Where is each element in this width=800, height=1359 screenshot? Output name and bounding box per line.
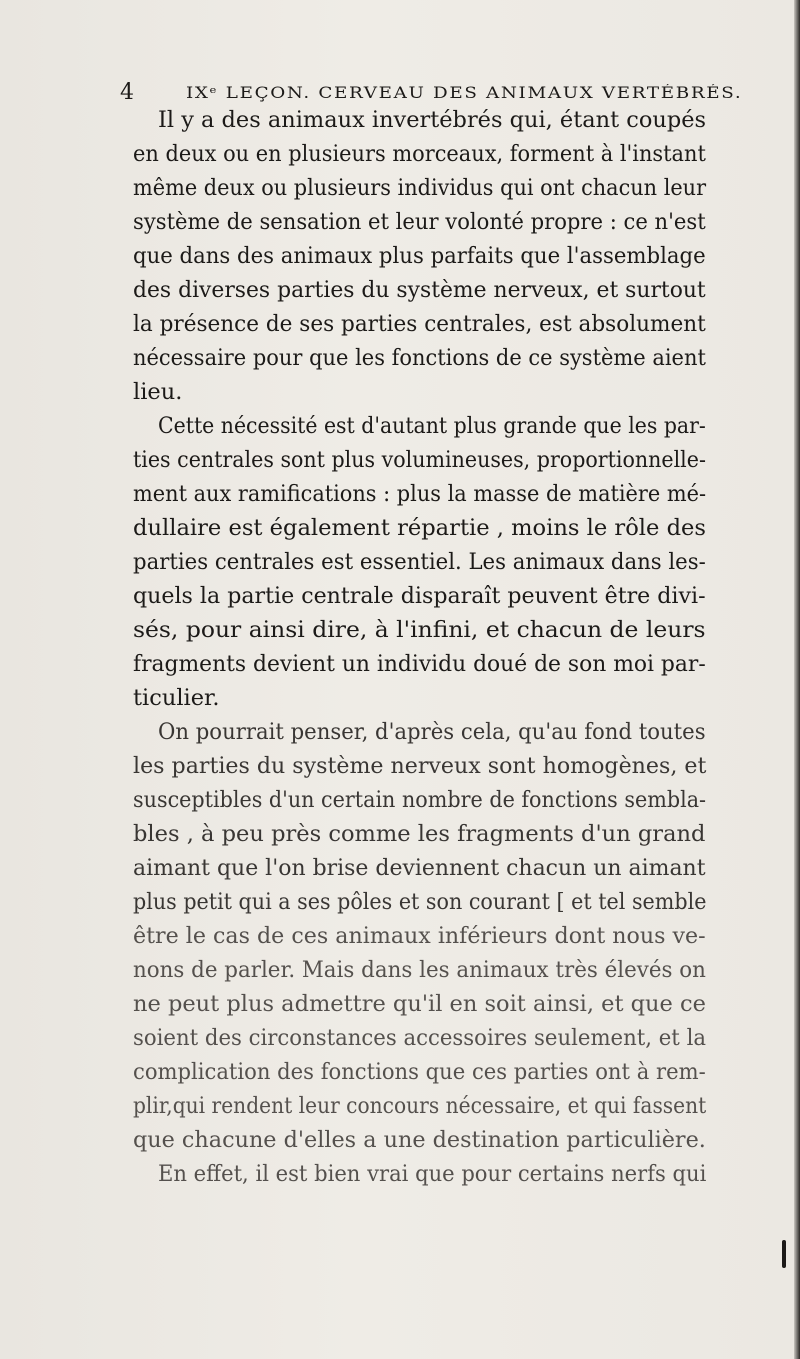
text-line: aimant que l'on brise deviennent chacun un aimant (133, 855, 706, 881)
text-line: Cette nécessité est d'autant plus grande que les par- (158, 413, 706, 439)
page-edge-shadow (794, 0, 800, 1359)
text-line: ne peut plus admettre qu'il en soit ainsi, et que ce (133, 991, 706, 1017)
text-line: être le cas de ces animaux inférieurs dont nous ve- (133, 923, 706, 949)
text-line: en deux ou en plusieurs morceaux, forment à l'instant (133, 141, 706, 167)
running-title: IXᵉ LEÇON. CERVEAU DES ANIMAUX VERTÉBRÉS. (186, 84, 743, 102)
text-line: des diverses parties du système nerveux, et surtout (133, 277, 706, 303)
text-line: nons de parler. Mais dans les animaux très élevés on (133, 957, 706, 983)
page-number: 4 (120, 80, 134, 105)
text-line: dullaire est également répartie , moins le rôle des (133, 515, 706, 541)
text-line: bles , à peu près comme les fragments d'un grand (133, 821, 706, 847)
text-line: que chacune d'elles a une destination particulière. (133, 1127, 706, 1153)
page-edge-mark (782, 1240, 786, 1268)
text-line: les parties du système nerveux sont homogènes, et (133, 753, 707, 779)
text-line: complication des fonctions que ces parties ont à rem- (133, 1059, 706, 1085)
text-line: plir,qui rendent leur concours nécessaire, et qui fassent (133, 1093, 707, 1119)
text-line: fragments devient un individu doué de son moi par- (133, 651, 706, 677)
text-line: parties centrales est essentiel. Les animaux dans les- (133, 549, 706, 575)
text-line: quels la partie centrale disparaît peuvent être divi- (133, 583, 706, 609)
text-line: que dans des animaux plus parfaits que l'assemblage (133, 243, 706, 269)
text-line: ties centrales sont plus volumineuses, proportionnelle- (133, 447, 706, 473)
text-line: plus petit qui a ses pôles et son courant [ et tel semble (133, 889, 707, 915)
text-line: lieu. (133, 379, 183, 405)
text-line: En effet, il est bien vrai que pour certains nerfs qui (158, 1161, 707, 1187)
text-line: système de sensation et leur volonté propre : ce n'est (133, 209, 706, 235)
text-line: ticulier. (133, 685, 220, 711)
text-line: susceptibles d'un certain nombre de fonctions sembla- (133, 787, 707, 813)
text-line: même deux ou plusieurs individus qui ont chacun leur (133, 175, 707, 201)
text-line: nécessaire pour que les fonctions de ce système aient (133, 345, 706, 371)
text-line: sés, pour ainsi dire, à l'infini, et chacun de leurs (133, 617, 706, 643)
text-line: ment aux ramifications : plus la masse de matière mé- (133, 481, 707, 507)
text-line: la présence de ses parties centrales, est absolument (133, 311, 706, 337)
text-line: On pourrait penser, d'après cela, qu'au fond toutes (158, 719, 706, 745)
text-line: Il y a des animaux invertébrés qui, étant coupés (158, 107, 707, 133)
text-line: soient des circonstances accessoires seulement, et la (133, 1025, 707, 1051)
